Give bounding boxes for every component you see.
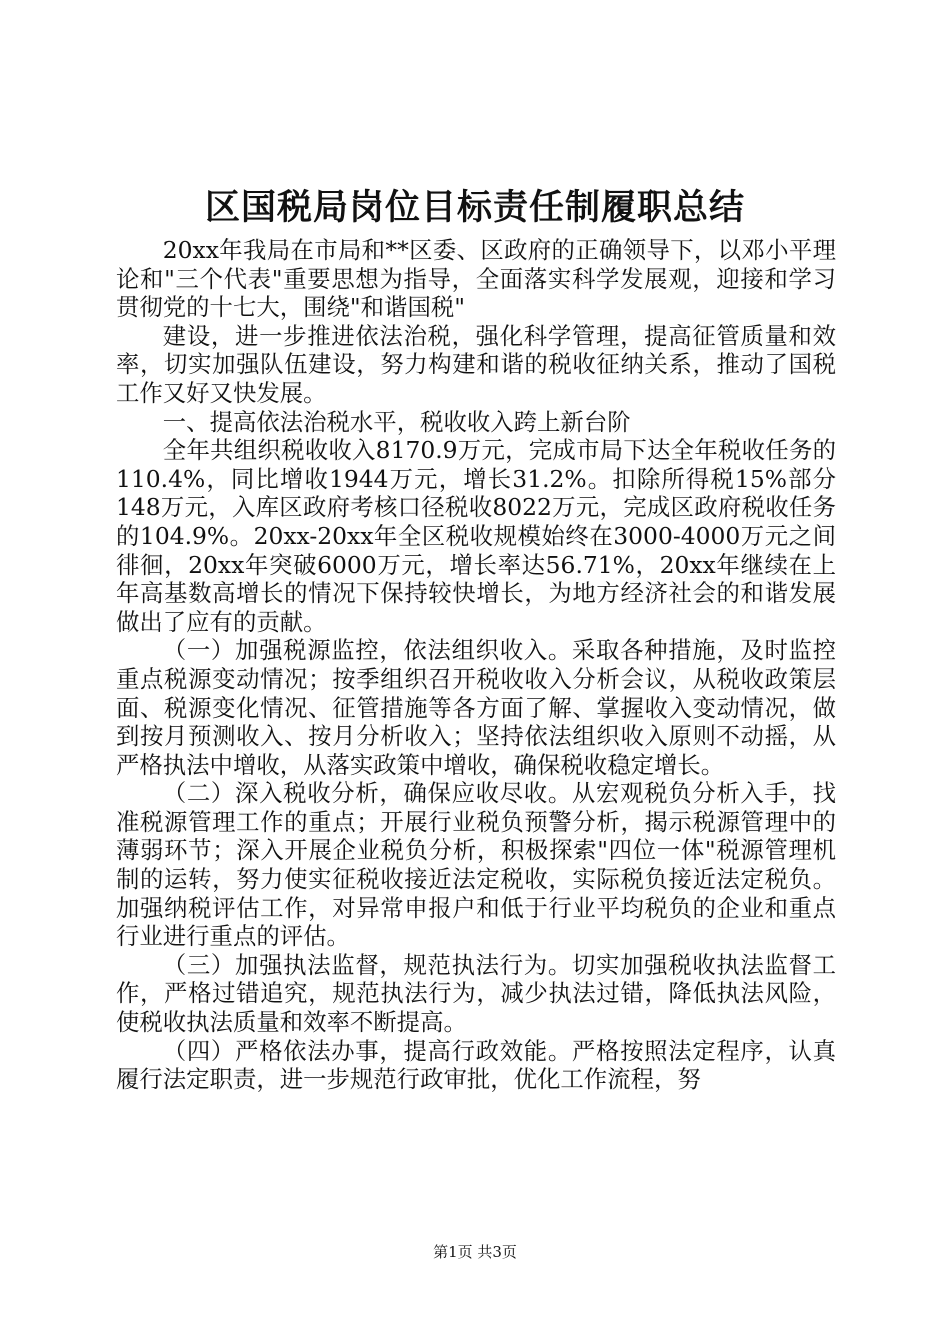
section-heading-1: 一、提高依法治税水平，税收收入跨上新台阶: [162, 407, 631, 436]
paragraph-item-2: （二）深入税收分析，确保应收尽收。从宏观税负分析入手，找准税源管理工作的重点；开展行业税负预警分析，揭示税源管理中的薄弱环节；深入开展企业税负分析，积极探索"四位一体"税源管理机制的运转，努力使实征税收接近法定税收，实际税负接近法定税负。加强纳税评估工作，对异常申报户和低于行业平均税负的企业和重点行业进行重点的评估。: [116, 779, 836, 951]
document-body: [116, 236, 836, 1094]
paragraph-intro: 20xx年我局在市局和**区委、区政府的正确领导下，以邓小平理论和"三个代表"重要思想为指导，全面落实科学发展观，迎接和学习贯彻党的十七大，围绕"和谐国税": [116, 236, 836, 322]
document-title: 区国税局岗位目标责任制履职总结: [204, 187, 745, 228]
paragraph-intro-continued: 建设，进一步推进依法治税，强化科学管理，提高征管质量和效率，切实加强队伍建设，努力构建和谐的税收征纳关系，推动了国税工作又好又快发展。: [116, 321, 836, 407]
paragraph-revenue: 全年共组织税收收入8170.9万元，完成市局下达全年税收任务的110.4%，同比增收1944万元，增长31.2%。扣除所得税15%部分148万元，入库区政府考核口径税收8022万元，完成区政府税收任务的104.9%。20xx-20xx年全区税收规模始终在3000-4000万元之间徘徊，20xx年突破6000万元，增长率达56.71%，20xx年继续在上年高基数高增长的情况下保持较快增长，为地方经济社会的和谐发展做出了应有的贡献。: [116, 436, 836, 636]
paragraph-item-3: （三）加强执法监督，规范执法行为。切实加强税收执法监督工作，严格过错追究，规范执法行为，减少执法过错，降低执法风险，使税收执法质量和效率不断提高。: [116, 950, 836, 1037]
paragraph-item-4: （四）严格依法办事，提高行政效能。严格按照法定程序，认真履行法定职责，进一步规范行政审批，优化工作流程，努: [116, 1036, 836, 1094]
page-number-footer: 第1页 共3页: [433, 1243, 517, 1261]
paragraph-item-1: （一）加强税源监控，依法组织收入。采取各种措施，及时监控重点税源变动情况；按季组织召开税收收入分析会议，从税收政策层面、税源变化情况、征管措施等各方面了解、掌握收入变动情况，做到按月预测收入、按月分析收入；坚持依法组织收入原则不动摇，从严格执法中增收，从落实政策中增收，确保税收稳定增长。: [116, 636, 836, 779]
